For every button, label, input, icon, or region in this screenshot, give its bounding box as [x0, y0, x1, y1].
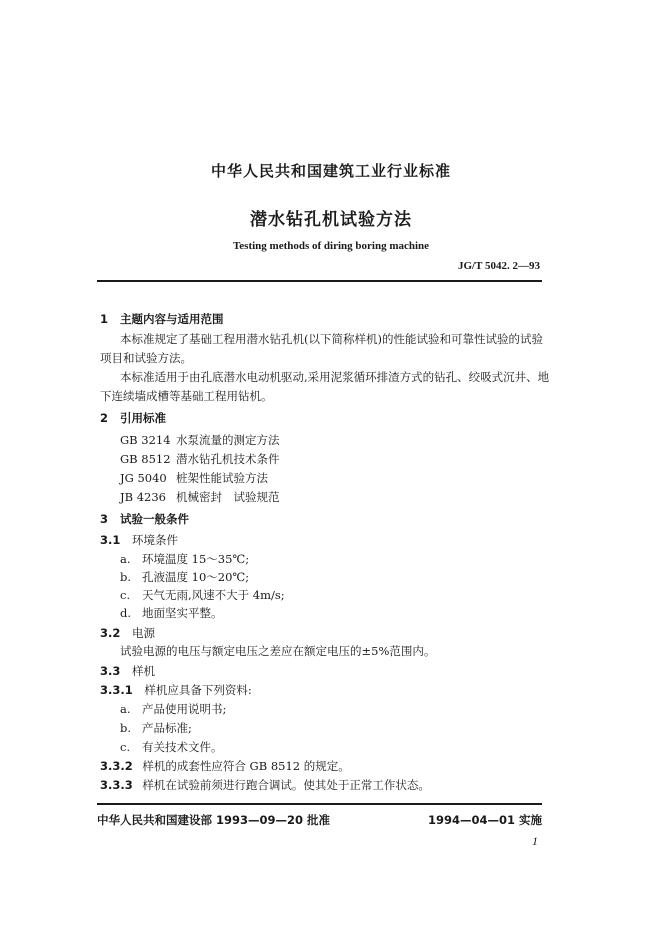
doc-title-en: Testing methods of diring boring machine	[232, 240, 430, 252]
s33-num: 3.3	[100, 664, 121, 678]
list-text: 孔液温度 10～20℃;	[142, 570, 250, 584]
s32-title: 电源	[132, 626, 156, 640]
ref-name: 潜水钻孔机技术条件	[176, 452, 280, 466]
s332-line	[100, 758, 350, 774]
section-2-num: 2	[100, 411, 109, 425]
list-mark: a.	[120, 552, 131, 566]
ref-code: GB 8512	[120, 452, 171, 466]
footer-rule	[97, 803, 542, 805]
s331-line	[100, 682, 252, 698]
s32-text: 试验电源的电压与额定电压之差应在额定电压的±5%范围内。	[120, 644, 436, 658]
s333-line	[100, 777, 430, 793]
list-text: 地面坚实平整。	[142, 606, 223, 620]
list-item	[120, 587, 285, 603]
s31-title: 环境条件	[132, 533, 179, 547]
list-mark: d.	[120, 606, 132, 620]
list-mark: b.	[120, 721, 132, 735]
s33-heading	[100, 663, 155, 679]
ref-name: 机械密封 试验规范	[176, 490, 280, 504]
s1-p1-line2: 项目和试验方法。	[100, 351, 192, 365]
s31-num: 3.1	[100, 533, 121, 547]
list-text: 产品使用说明书;	[142, 702, 227, 716]
s331-text: 样机应具备下列资料:	[144, 683, 252, 697]
list-item	[120, 605, 223, 621]
s331-num: 3.3.1	[100, 683, 133, 697]
approval-line: 中华人民共和国建设部 1993—09—20 批准	[97, 813, 331, 827]
s1-p2-line1: 本标准适用于由孔底潜水电动机驱动,采用泥浆循环排渣方式的钻孔、绞吸式沉井、地	[120, 370, 550, 384]
s1-p2-line2: 下连续墙成槽等基础工程用钻机。	[100, 389, 273, 403]
s32-num: 3.2	[100, 626, 121, 640]
list-mark: c.	[120, 740, 131, 754]
org-title: 中华人民共和国建筑工业行业标准	[210, 162, 451, 180]
doc-title-cn: 潜水钻孔机试验方法	[250, 210, 412, 230]
std-number: JG/T 5042. 2—93	[457, 260, 540, 272]
ref-code: JG 5040	[120, 471, 167, 485]
ref-item	[120, 470, 268, 486]
list-item	[120, 739, 223, 755]
section-3-title: 试验一般条件	[120, 512, 190, 526]
list-item	[120, 569, 249, 585]
list-mark: c.	[120, 588, 131, 602]
section-1-title: 主题内容与适用范围	[120, 312, 224, 326]
s333-text: 样机在试验前须进行跑合调试。使其处于正常工作状态。	[142, 778, 430, 792]
s31-heading	[100, 532, 178, 548]
ref-name: 桩架性能试验方法	[176, 471, 268, 485]
section-3-heading	[100, 511, 189, 527]
s33-title: 样机	[132, 664, 156, 678]
ref-item	[120, 489, 280, 505]
list-text: 环境温度 15～35℃;	[142, 552, 250, 566]
section-1-heading	[100, 311, 224, 327]
list-item	[120, 551, 249, 567]
list-text: 有关技术文件。	[142, 740, 223, 754]
ref-item	[120, 451, 280, 467]
section-1-num: 1	[100, 312, 109, 326]
list-item	[120, 701, 226, 717]
section-2-title: 引用标准	[120, 411, 167, 425]
s332-num: 3.3.2	[100, 759, 133, 773]
list-mark: a.	[120, 702, 131, 716]
s1-p1-line1: 本标准规定了基础工程用潜水钻孔机(以下简称样机)的性能试验和可靠性试验的试验	[120, 332, 543, 346]
page-number: 1	[532, 834, 538, 848]
list-item	[120, 720, 192, 736]
header-rule	[97, 280, 542, 282]
list-text: 天气无雨,风速不大于 4m/s;	[142, 588, 285, 602]
section-3-num: 3	[100, 512, 109, 526]
ref-code: GB 3214	[120, 433, 171, 447]
list-text: 产品标准;	[142, 721, 192, 735]
effective-line: 1994—04—01 实施	[427, 813, 542, 827]
s32-heading	[100, 625, 155, 641]
s332-text: 样机的成套性应符合 GB 8512 的规定。	[142, 759, 350, 773]
section-2-heading	[100, 410, 166, 426]
ref-item	[120, 432, 280, 448]
ref-name: 水泵流量的测定方法	[176, 433, 280, 447]
ref-code: JB 4236	[120, 490, 166, 504]
s333-num: 3.3.3	[100, 778, 133, 792]
list-mark: b.	[120, 570, 132, 584]
